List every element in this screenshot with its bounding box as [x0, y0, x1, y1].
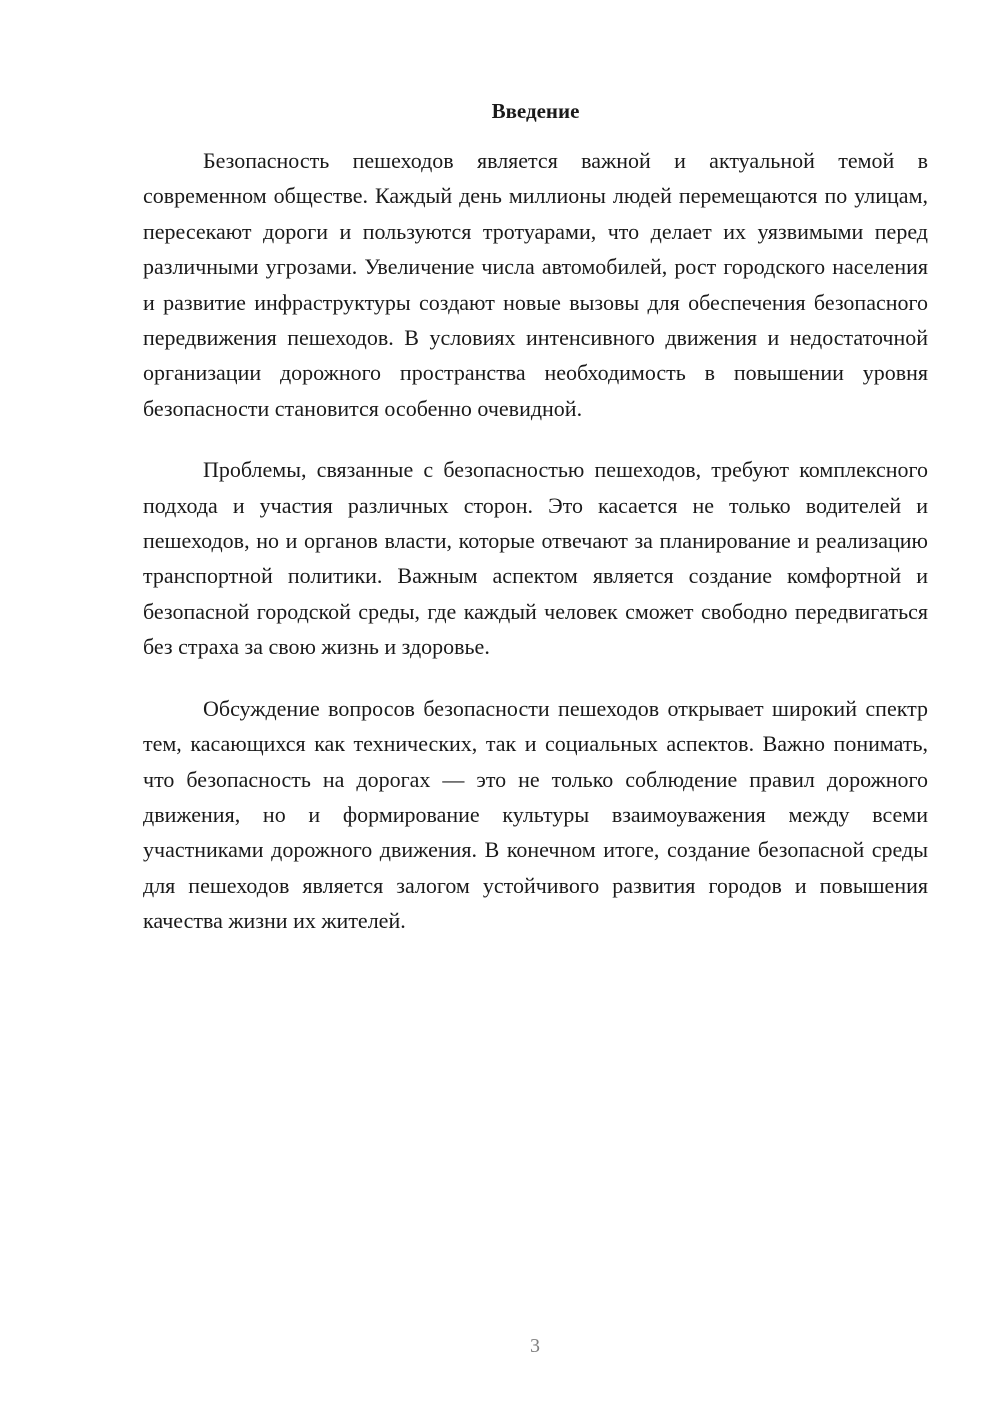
paragraph-2: Проблемы, связанные с безопасностью пешеходов, требуют комплексного подхода и участия различных сторон. Это касается не только водителей и пешеходов, но и органов власти, которые отвечают за планирование и реализацию транспортной политики. Важным аспектом является создание комфортной и безопасной городской среды, где каждый человек сможет свободно передвигаться без страха за свою жизнь и здоровье.	[143, 457, 928, 660]
page-number: 3	[530, 1335, 540, 1357]
paragraph-1: Безопасность пешеходов является важной и актуальной темой в современном обществе. Каждый день миллионы людей перемещаются по улицам, пересекают дороги и пользуются тротуарами, что делает их уязвимыми перед различными угрозами. Увеличение числа автомобилей, рост городского населения и развитие инфраструктуры создают новые вызовы для обеспечения безопасного передвижения пешеходов. В условиях интенсивного движения и недостаточной организации дорожного пространства необходимость в повышении уровня безопасности становится особенно очевидной.	[143, 148, 928, 421]
section-title: Введение	[491, 99, 580, 123]
body-text	[143, 143, 928, 965]
paragraph-3: Обсуждение вопросов безопасности пешеходов открывает широкий спектр тем, касающихся как технических, так и социальных аспектов. Важно понимать, что безопасность на дорогах — это не только соблюдение правил дорожного движения, но и формирование культуры взаимоуважения между всеми участниками дорожного движения. В конечном итоге, создание безопасной среды для пешеходов является залогом устойчивого развития городов и повышения качества жизни их жителей.	[143, 695, 928, 934]
